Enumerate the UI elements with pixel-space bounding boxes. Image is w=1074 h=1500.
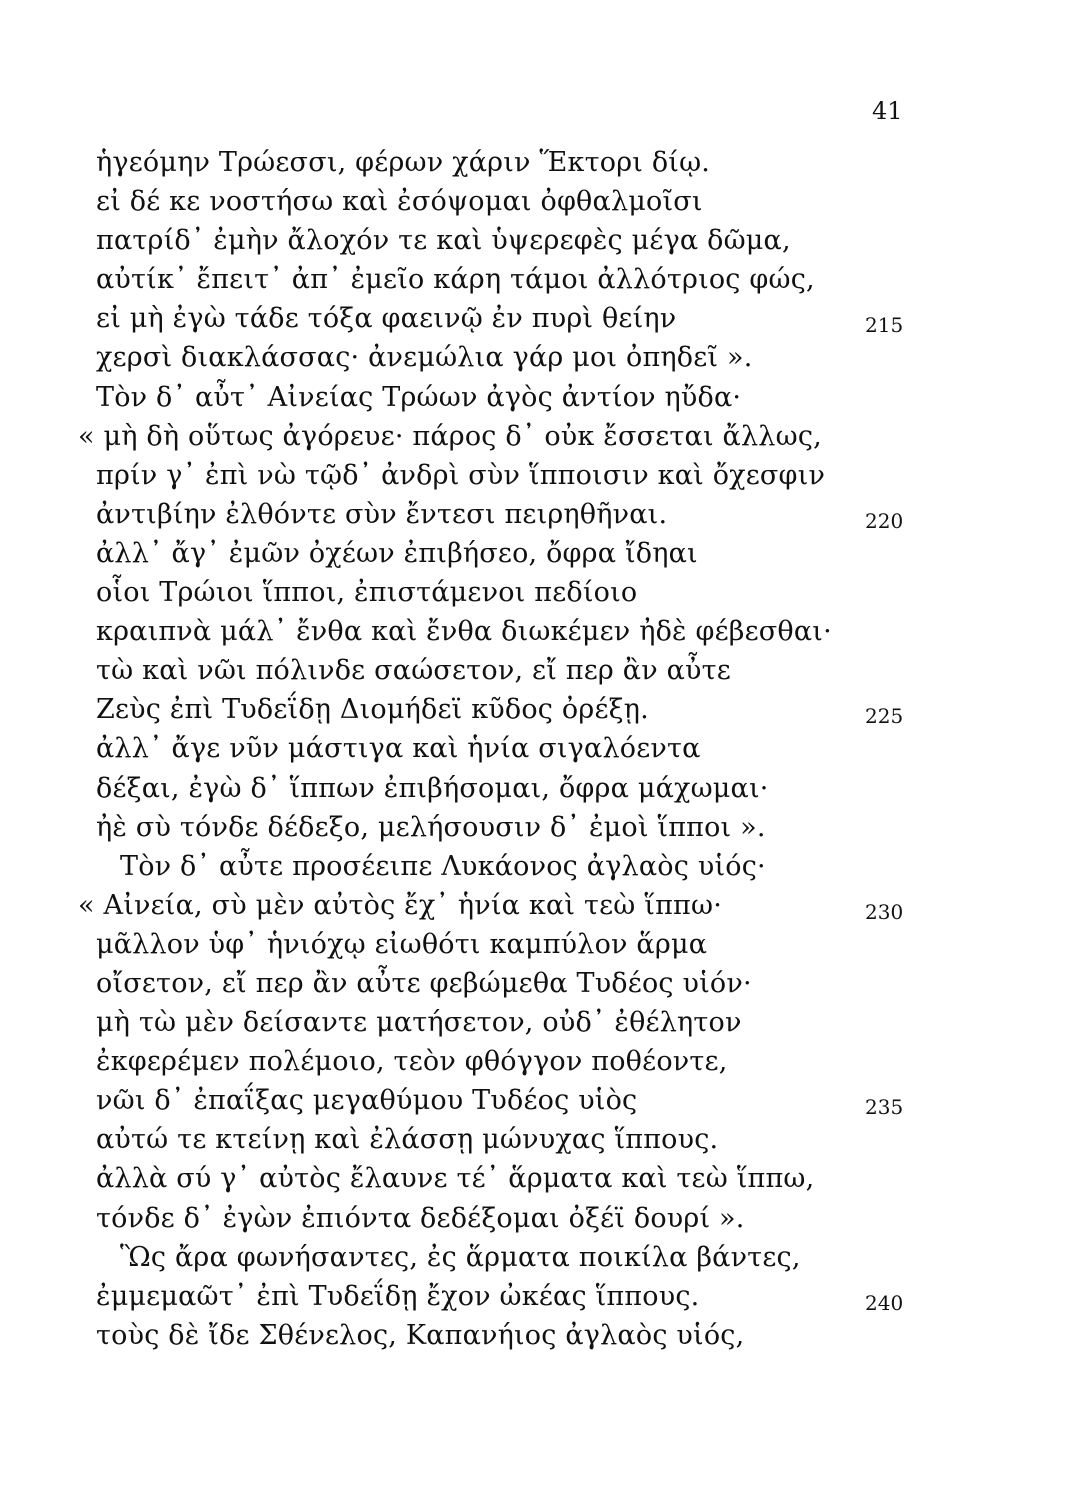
verse-line bbox=[0, 654, 1074, 693]
verse-text: τοὺς δὲ ἴδε Σθένελος, Καπανήιος ἀγλαὸς υἱός, bbox=[96, 1319, 745, 1351]
verse-text: ἐμμεμαῶτ᾽ ἐπὶ Τυδεΐδῃ ἔχον ὠκέας ἵππους. bbox=[96, 1280, 700, 1312]
verse-line bbox=[0, 772, 1074, 811]
verse-text: « Αἰνεία, σὺ μὲν αὐτὸς ἔχ᾽ ἡνία καὶ τεὼ ἵππω· bbox=[78, 889, 722, 921]
verse-text: νῶι δ᾽ ἐπαΐξας μεγαθύμου Τυδέος υἱὸς bbox=[96, 1085, 638, 1117]
line-number: 235 bbox=[865, 1095, 904, 1120]
line-number: 230 bbox=[865, 899, 904, 924]
verse-text: ἐκφερέμεν πολέμοιο, τεὸν φθόγγον ποθέοντε, bbox=[96, 1046, 728, 1078]
verse-text: τόνδε δ᾽ ἐγὼν ἐπιόντα δεδέξομαι ὀξέϊ δουρί ». bbox=[96, 1202, 745, 1234]
verse-text: οἷοι Τρώιοι ἵπποι, ἐπιστάμενοι πεδίοιο bbox=[96, 577, 638, 609]
verse-text: Ὣς ἄρα φωνήσαντες, ἐς ἅρματα ποικίλα βάντες, bbox=[120, 1241, 801, 1273]
verse-line bbox=[0, 889, 1074, 928]
verse-text: Τὸν δ᾽ αὖτ᾽ Αἰνείας Τρώων ἀγὸς ἀντίον ηὔδα· bbox=[96, 381, 742, 413]
verse-line bbox=[0, 459, 1074, 498]
verse-line bbox=[0, 381, 1074, 420]
verse-line bbox=[0, 850, 1074, 889]
verse-line bbox=[0, 1202, 1074, 1241]
verse-line bbox=[0, 1241, 1074, 1280]
verse-text: ἠὲ σὺ τόνδε δέδεξο, μελήσουσιν δ᾽ ἐμοὶ ἵπποι ». bbox=[96, 811, 766, 843]
verse-text: εἰ δέ κε νοστήσω καὶ ἐσόψομαι ὀφθαλμοῖσι bbox=[96, 186, 703, 218]
verse-line bbox=[0, 537, 1074, 576]
verse-line bbox=[0, 1162, 1074, 1201]
verse-text: αὐτώ τε κτείνῃ καὶ ἐλάσσῃ μώνυχας ἵππους. bbox=[96, 1124, 719, 1156]
verse-text: μᾶλλον ὑφ᾽ ἡνιόχῳ εἰωθότι καμπύλον ἅρμα bbox=[96, 928, 708, 960]
verse-text: ἀλλ᾽ ἄγ᾽ ἐμῶν ὀχέων ἐπιβήσεο, ὄφρα ἴδηαι bbox=[96, 537, 698, 569]
verse-line bbox=[0, 341, 1074, 380]
verse-text: ἀντιβίην ἐλθόντε σὺν ἔντεσι πειρηθῆναι. bbox=[96, 498, 668, 530]
verse-text: « μὴ δὴ οὕτως ἀγόρευε· πάρος δ᾽ οὐκ ἔσσεται ἄλλως, bbox=[78, 420, 822, 452]
line-number: 240 bbox=[865, 1290, 904, 1315]
verse-line bbox=[0, 1280, 1074, 1319]
verse-line bbox=[0, 1123, 1074, 1162]
verse-text: εἰ μὴ ἐγὼ τάδε τόξα φαεινῷ ἐν πυρὶ θείην bbox=[96, 303, 677, 335]
verse-line bbox=[0, 967, 1074, 1006]
verse-line bbox=[0, 1084, 1074, 1123]
page-number: 41 bbox=[872, 97, 903, 125]
verse-text: Ζεὺς ἐπὶ Τυδεΐδῃ Διομήδεϊ κῦδος ὀρέξῃ. bbox=[96, 694, 649, 726]
verse-line bbox=[0, 693, 1074, 732]
verse-line bbox=[0, 146, 1074, 185]
verse-line bbox=[0, 732, 1074, 771]
verse-text: δέξαι, ἐγὼ δ᾽ ἵππων ἐπιβήσομαι, ὄφρα μάχωμαι· bbox=[96, 772, 769, 804]
verse-text: αὐτίκ᾽ ἔπειτ᾽ ἀπ᾽ ἐμεῖο κάρη τάμοι ἀλλότριος φώς, bbox=[96, 264, 815, 296]
line-number: 225 bbox=[865, 704, 904, 729]
line-number: 215 bbox=[865, 313, 904, 338]
verse-line bbox=[0, 498, 1074, 537]
verse-text: ἀλλὰ σύ γ᾽ αὐτὸς ἔλαυνε τέ᾽ ἅρματα καὶ τεὼ ἵππω, bbox=[96, 1163, 815, 1195]
verse-text: ἀλλ᾽ ἄγε νῦν μάστιγα καὶ ἡνία σιγαλόεντα bbox=[96, 733, 701, 765]
verse-line bbox=[0, 928, 1074, 967]
verse-line bbox=[0, 1006, 1074, 1045]
verse-text: κραιπνὰ μάλ᾽ ἔνθα καὶ ἔνθα διωκέμεν ἠδὲ φέβεσθαι· bbox=[96, 616, 832, 648]
verse-text: τὼ καὶ νῶι πόλινδε σαώσετον, εἴ περ ἂν αὖτε bbox=[96, 655, 731, 687]
verse-line bbox=[0, 576, 1074, 615]
verse-line bbox=[0, 1319, 1074, 1358]
verse-line bbox=[0, 302, 1074, 341]
verse-line bbox=[0, 224, 1074, 263]
verse-text: Τὸν δ᾽ αὖτε προσέειπε Λυκάονος ἀγλαὸς υἱός· bbox=[120, 850, 766, 882]
verse-line bbox=[0, 1045, 1074, 1084]
verse-line bbox=[0, 185, 1074, 224]
line-number: 220 bbox=[865, 508, 904, 533]
verse-line bbox=[0, 263, 1074, 302]
verse-text: πατρίδ᾽ ἐμὴν ἄλοχόν τε καὶ ὑψερεφὲς μέγα δῶμα, bbox=[96, 225, 791, 257]
verse-text: ἡγεόμην Τρώεσσι, φέρων χάριν Ἕκτορι δίῳ. bbox=[96, 147, 711, 178]
verse-text: μὴ τὼ μὲν δείσαντε ματήσετον, οὐδ᾽ ἐθέλητον bbox=[96, 1007, 742, 1039]
verse-line bbox=[0, 615, 1074, 654]
verse-line bbox=[0, 420, 1074, 459]
verse-text: πρίν γ᾽ ἐπὶ νὼ τῷδ᾽ ἀνδρὶ σὺν ἵπποισιν καὶ ὄχεσφιν bbox=[96, 459, 826, 491]
poem-text bbox=[0, 146, 1074, 1358]
verse-line bbox=[0, 811, 1074, 850]
verse-text: χερσὶ διακλάσσας· ἀνεμώλια γάρ μοι ὀπηδεῖ ». bbox=[96, 342, 753, 374]
verse-text: οἴσετον, εἴ περ ἂν αὖτε φεβώμεθα Τυδέος υἱόν· bbox=[96, 967, 752, 999]
